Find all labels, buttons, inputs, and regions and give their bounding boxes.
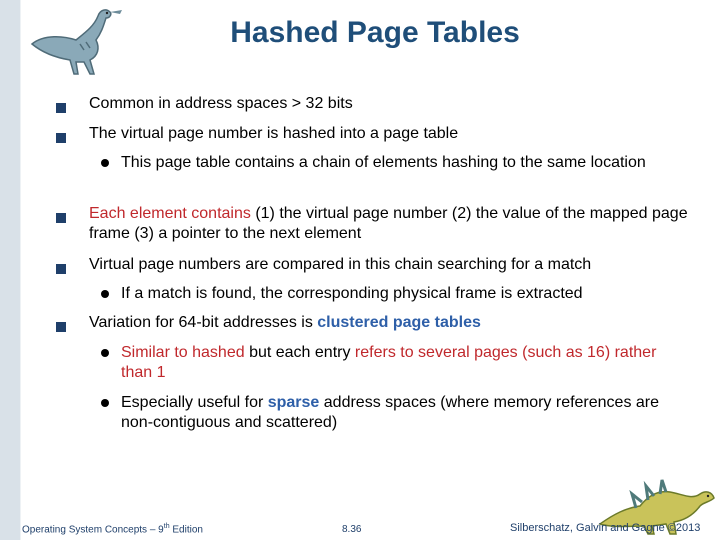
bullet-text [89, 313, 689, 333]
bullet-text-segment: clustered page tables [317, 314, 481, 331]
bullet-text [121, 393, 691, 433]
footer-course-text: Operating System Concepts – 9 [22, 524, 164, 535]
bullet-text-segment: The virtual page number is hashed into a page table [89, 125, 459, 142]
bullet-text-segment: Each element contains [89, 205, 251, 222]
footer-copyright: Silberschatz, Galvin and Gagne ©2013 [510, 522, 701, 534]
square-bullet-icon [56, 260, 66, 270]
round-bullet-icon [101, 349, 109, 357]
square-bullet-icon [56, 129, 66, 139]
round-bullet-icon [101, 159, 109, 167]
bullet-text-segment: Virtual page numbers are compared in this chain searching for a match [89, 256, 592, 273]
footer-course-suffix: Edition [169, 524, 203, 535]
bullet-text [89, 204, 689, 244]
bullet-text [89, 255, 689, 275]
square-bullet-icon [56, 318, 66, 328]
bullet-text-segment: but each entry [244, 344, 355, 361]
bullet-text-segment: sparse [267, 394, 320, 411]
bullet-text [121, 284, 691, 304]
bullet-text [121, 343, 691, 383]
bullet-text-segment: Variation for 64-bit addresses is [89, 314, 318, 331]
bullet-text [89, 94, 689, 114]
bullet-text-segment: address spaces (where memory references are non-contiguous and scattered) [121, 394, 660, 431]
round-bullet-icon [101, 399, 109, 407]
bullet-text [89, 124, 689, 144]
square-bullet-icon [56, 99, 66, 109]
square-bullet-icon [56, 209, 66, 219]
footer-course [22, 523, 203, 535]
footer-course-sup: th [163, 522, 170, 530]
bullet-text [121, 153, 691, 173]
bullet-text-segment: (1) the virtual page number (2) the value of the mapped page frame (3) a pointer to the next element [89, 205, 688, 242]
bullet-text-segment: Especially useful for [121, 394, 268, 411]
bullet-text-segment: refers to several pages (such as 16) rather than 1 [121, 344, 657, 381]
slide-title: Hashed Page Tables [230, 16, 520, 49]
bullet-text-segment: This page table contains a chain of elements hashing to the same location [121, 154, 646, 171]
bullet-text-segment: Similar to hashed [121, 344, 245, 361]
bullet-text-segment: Common in address spaces > 32 bits [89, 95, 353, 112]
round-bullet-icon [101, 290, 109, 298]
footer-page-number: 8.36 [342, 524, 362, 535]
bullet-text-segment: If a match is found, the corresponding physical frame is extracted [121, 285, 583, 302]
